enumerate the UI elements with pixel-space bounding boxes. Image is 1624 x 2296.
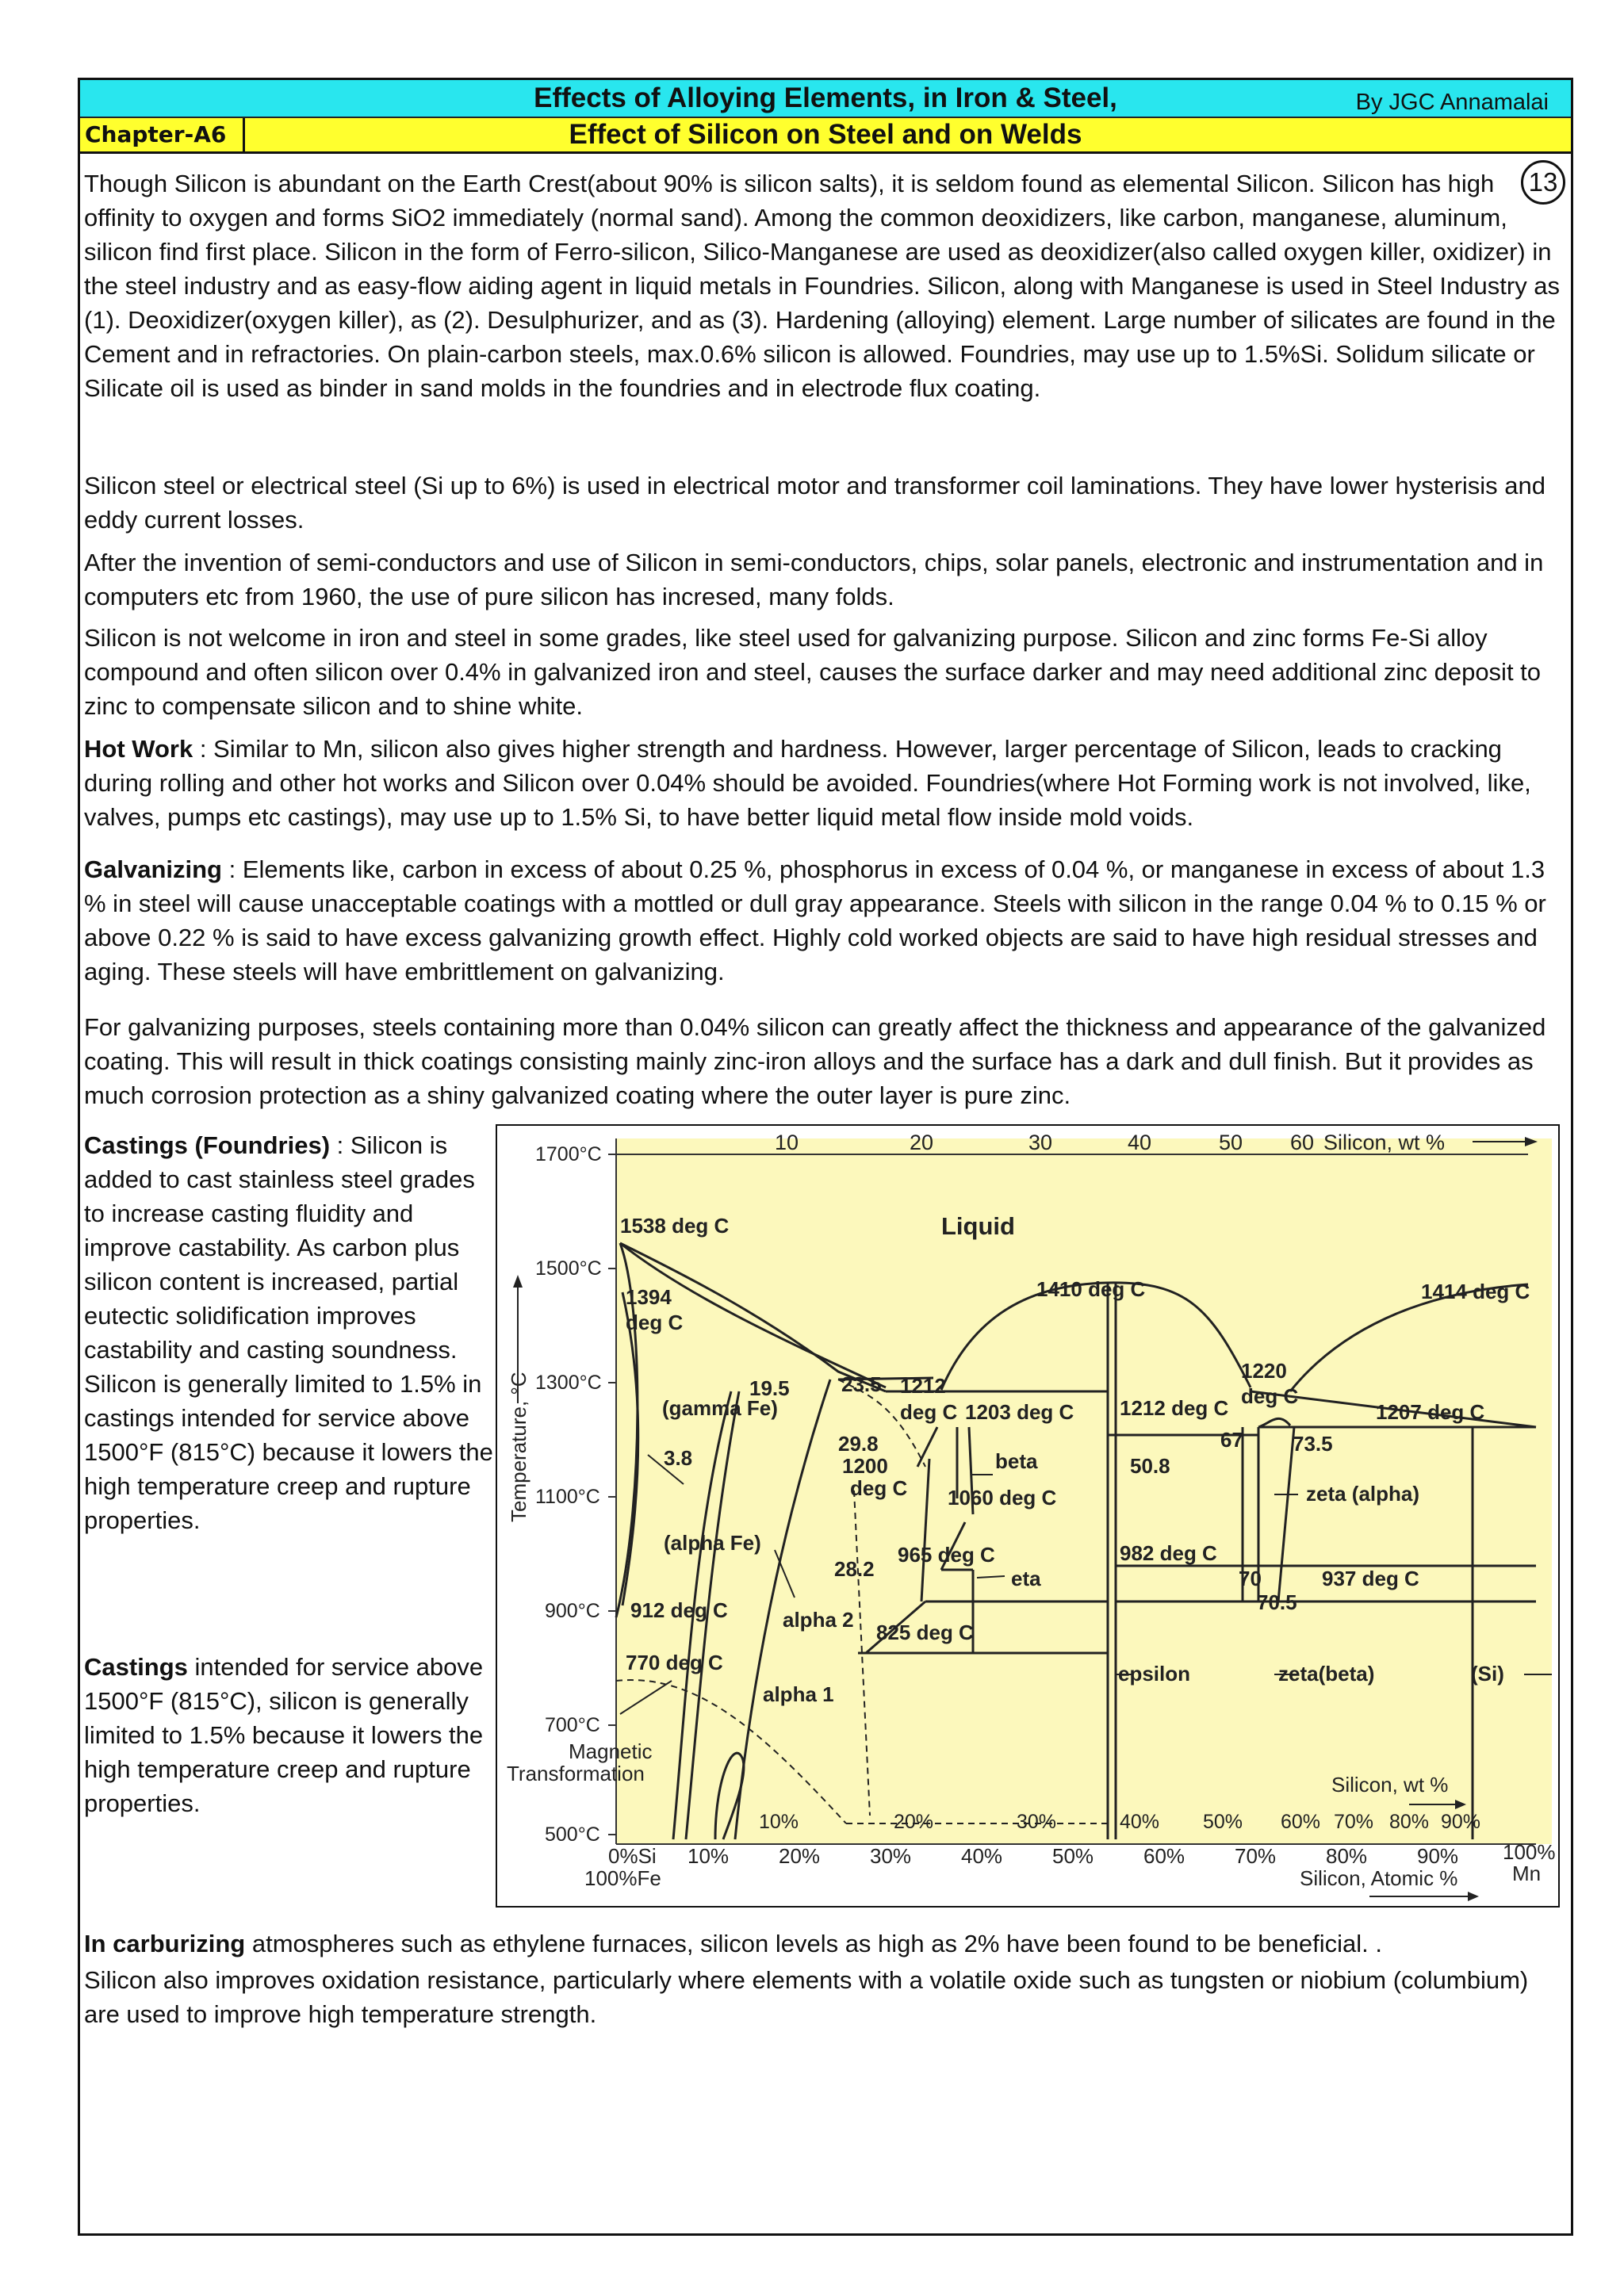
label-67: 67	[1220, 1428, 1243, 1452]
label-705: 70.5	[1257, 1590, 1297, 1614]
label-transformation: Transformation	[507, 1762, 645, 1785]
inner-wt-tick: 10%	[759, 1811, 799, 1833]
subtitle-bar	[80, 118, 1571, 154]
inner-wt-tick: 60%	[1281, 1811, 1321, 1833]
y-tick: 1300°C	[535, 1372, 602, 1394]
y-tick: 500°C	[545, 1823, 600, 1846]
title-bar	[80, 80, 1571, 118]
label-magnetic: Magnetic	[569, 1739, 653, 1763]
label-735: 73.5	[1293, 1432, 1333, 1456]
label-1200-unit: deg C	[850, 1476, 908, 1500]
bottom-tick: 30%	[870, 1844, 912, 1868]
inner-wt-tick: 70%	[1334, 1811, 1374, 1833]
castings-foundries-heading: Castings (Foundries)	[84, 1131, 331, 1159]
top-tick: 20	[910, 1131, 934, 1154]
label-825: 825 deg C	[876, 1621, 974, 1644]
bottom-tick-start: 0%Si	[608, 1844, 657, 1868]
bottom-tick: 100%	[1503, 1840, 1556, 1864]
label-1200: 1200	[842, 1454, 888, 1478]
inner-wt-tick: 90%	[1441, 1811, 1481, 1833]
label-si: (Si)	[1471, 1662, 1504, 1686]
galvanizing-text: : Elements like, carbon in excess of about 0.25 %, phosphorus in excess of 0.04 %, or manganese in excess of about 1.3 % in steel will cause unacceptable coatings with a mottled or dull gray appearance. Steels with silicon in the range 0.04 % to 0.15 % or above 0.22 % is said to have excess galvanizing growth effect. Highly cold worked objects are said to have high residual stresses and aging. These steels will have embrittlement on galvanizing.	[84, 855, 1546, 985]
label-770: 770 deg C	[626, 1651, 723, 1674]
label-235: 23.5	[841, 1372, 882, 1396]
bottom-tick: 10%	[688, 1844, 730, 1868]
castings-service-text: intended for service above 1500°F (815°C), silicon is generally limited to 1.5% because it lowers the high temperature creep and rupture properties.	[84, 1653, 484, 1817]
hot-work-heading: Hot Work	[84, 735, 193, 763]
label-zeta-beta: zeta(beta)	[1278, 1662, 1375, 1686]
label-alpha1: alpha 1	[763, 1682, 834, 1706]
y-axis-label: Temperature, °C	[507, 1372, 530, 1522]
label-1220-unit: deg C	[1241, 1384, 1299, 1408]
inner-wt-tick: 80%	[1389, 1811, 1430, 1833]
paragraph-oxidation: Silicon also improves oxidation resistance, particularly where elements with a volatile oxide such as tungsten or niobium (columbium) are used to improve high temperature strength.	[84, 1966, 1529, 2028]
paragraph-intro: Though Silicon is abundant on the Earth Crest(about 90% is silicon salts), it is seldom found as elemental Silicon. Silicon has high offinity to oxygen and forms SiO2 immediately (normal sand). Among the common deoxidizers, like carbon, manganese, aluminum, silicon find first place. Silicon in the form of Ferro-silicon, Silico-Manganese are used as deoxidizer(also called oxygen killer, oxidizer) in the steel industry and as easy-flow aiding agent in liquid metals in Foundries. Silicon, along with Manganese is used in Steel Industry as (1). Deoxidizer(oxygen killer), as (2). Desulphurizer, and as (3). Hardening (alloying) element. Large number of silicates are found in the Cement and in refractories. On plain-carbon steels, max.0.6% silicon is allowed. Foundries, may use up to 1.5%Si. Solidum silicate or Silicate oil is used as binder in sand molds in the foundries and in electrode flux coating.	[84, 170, 1561, 402]
galvanizing-heading: Galvanizing	[84, 855, 222, 883]
paragraph-castings-service	[84, 1650, 496, 1820]
paragraph-castings-foundries	[84, 1128, 496, 1537]
label-912: 912 deg C	[630, 1598, 728, 1622]
label-1203: 1203 deg C	[965, 1400, 1074, 1424]
top-tick: 40	[1128, 1131, 1152, 1154]
inner-wt-tick: 30%	[1017, 1811, 1057, 1833]
carburizing-text: atmospheres such as ethylene furnaces, silicon levels as high as 2% have been found to be beneficial. .	[245, 1930, 1383, 1957]
paragraph-electrical-steel: Silicon steel or electrical steel (Si up to 6%) is used in electrical motor and transformer coil laminations. They have lower hysterisis and eddy current losses.	[84, 472, 1546, 534]
top-tick: 30	[1028, 1131, 1053, 1154]
top-axis-label: Silicon, wt %	[1323, 1131, 1446, 1154]
bottom-tick-end-mn: Mn	[1512, 1862, 1542, 1885]
top-tick: 60	[1290, 1131, 1315, 1154]
author-label: By JGC Annamalai	[1355, 90, 1549, 115]
castings-foundries-text: : Silicon is added to cast stainless steel grades to increase casting fluidity and improve castability. As carbon plus silicon content is increased, partial eutectic solidification improves castability and casting soundness. Silicon is generally limited to 1.5% in castings intended for service above 1500°F (815°C) because it lowers the high temperature creep and rupture properties.	[84, 1131, 493, 1534]
bottom-tick: 50%	[1052, 1844, 1094, 1868]
y-tick: 900°C	[545, 1600, 600, 1622]
paragraph-galvanizing-purposes: For galvanizing purposes, steels containing more than 0.04% silicon can greatly affect the thickness and appearance of the galvanized coating. This will result in thick coatings consisting mainly zinc-iron alloys and the surface has a dark and dull finish. But it provides as much corrosion protection as a shiny galvanized coating where the outer layer is pure zinc.	[84, 1013, 1546, 1109]
label-937: 937 deg C	[1322, 1567, 1419, 1590]
label-1394-unit: deg C	[626, 1311, 684, 1334]
label-1212: 1212	[900, 1374, 946, 1398]
label-epsilon: epsilon	[1118, 1662, 1191, 1686]
fe-si-phase-diagram	[496, 1124, 1560, 1908]
label-70: 70	[1239, 1567, 1262, 1590]
label-alpha-fe: (alpha Fe)	[664, 1531, 761, 1555]
page-title: Effects of Alloying Elements, in Iron & Steel,	[534, 82, 1117, 113]
y-tick: 700°C	[545, 1714, 600, 1736]
bottom-tick: 90%	[1417, 1844, 1459, 1868]
label-1414: 1414 deg C	[1421, 1280, 1530, 1303]
paragraph-galvanizing	[84, 852, 1565, 989]
y-tick: 1100°C	[535, 1486, 600, 1508]
label-1060: 1060 deg C	[948, 1486, 1057, 1510]
paragraph-galvanizing-intro: Silicon is not welcome in iron and steel in some grades, like steel used for galvanizing purpose. Silicon and zinc forms Fe-Si alloy compound and often silicon over 0.4% in galvanized iron and steel, causes the surface darker and may need additional zinc deposit to zinc to compensate silicon and to shine white.	[84, 624, 1542, 720]
label-1220: 1220	[1241, 1359, 1287, 1383]
bottom-tick: 70%	[1235, 1844, 1277, 1868]
label-1538: 1538 deg C	[620, 1214, 730, 1238]
inner-wt-tick: 20%	[894, 1811, 934, 1833]
label-beta: beta	[995, 1449, 1038, 1473]
label-zeta-alpha: zeta (alpha)	[1306, 1482, 1420, 1506]
hot-work-text: : Similar to Mn, silicon also gives higher strength and hardness. However, larger percentage of Silicon, leads to cracking during rolling and other hot works and Silicon over 0.04% should be avoided. Foundries(where Hot Forming work is not involved, like, valves, pumps etc castings), may use up to 1.5% Si, to have better liquid metal flow inside mold voids.	[84, 735, 1531, 831]
label-eta: eta	[1011, 1567, 1041, 1590]
label-195: 19.5	[749, 1376, 790, 1400]
label-282: 28.2	[834, 1557, 875, 1581]
label-1212c: 1212 deg C	[1120, 1396, 1229, 1420]
label-982: 982 deg C	[1120, 1541, 1217, 1565]
inner-wt-axis-label: Silicon, wt %	[1331, 1773, 1449, 1797]
page-number: 13	[1521, 160, 1565, 205]
inner-wt-tick: 50%	[1203, 1811, 1243, 1833]
label-965: 965 deg C	[898, 1543, 995, 1567]
bottom-tick: 40%	[961, 1844, 1003, 1868]
chapter-label: Chapter-A6	[80, 118, 245, 151]
label-1212-unit: deg C	[900, 1400, 958, 1424]
label-gamma: (gamma Fe)	[662, 1396, 778, 1420]
inner-wt-tick: 40%	[1120, 1811, 1160, 1833]
bottom-tick-start-fe: 100%Fe	[584, 1866, 661, 1890]
paragraph-semiconductors: After the invention of semi-conductors and use of Silicon in semi-conductors, chips, solar panels, electronic and instrumentation and in computers etc from 1960, the use of pure silicon has incresed, many folds.	[84, 549, 1544, 610]
bottom-tick: 20%	[779, 1844, 821, 1868]
label-alpha2: alpha 2	[783, 1608, 854, 1632]
castings-heading: Castings	[84, 1653, 188, 1681]
label-38: 3.8	[664, 1446, 693, 1470]
bottom-tick: 80%	[1326, 1844, 1368, 1868]
label-1410: 1410 deg C	[1036, 1277, 1146, 1301]
label-liquid: Liquid	[941, 1212, 1015, 1240]
page-subtitle: Effect of Silicon on Steel and on Welds	[569, 119, 1082, 150]
bottom-axis-label: Silicon, Atomic %	[1300, 1866, 1458, 1890]
label-508: 50.8	[1130, 1454, 1170, 1478]
bottom-tick: 60%	[1143, 1844, 1185, 1868]
label-298: 29.8	[838, 1432, 879, 1456]
paragraph-hot-work	[84, 732, 1565, 834]
carburizing-heading: In carburizing	[84, 1930, 246, 1957]
paragraph-carburizing	[84, 1927, 1565, 1961]
top-tick: 50	[1219, 1131, 1243, 1154]
label-1207: 1207 deg C	[1376, 1400, 1485, 1424]
top-tick: 10	[775, 1131, 799, 1154]
y-tick: 1500°C	[535, 1257, 602, 1280]
label-1394: 1394	[626, 1285, 672, 1309]
y-tick: 1700°C	[535, 1143, 602, 1165]
